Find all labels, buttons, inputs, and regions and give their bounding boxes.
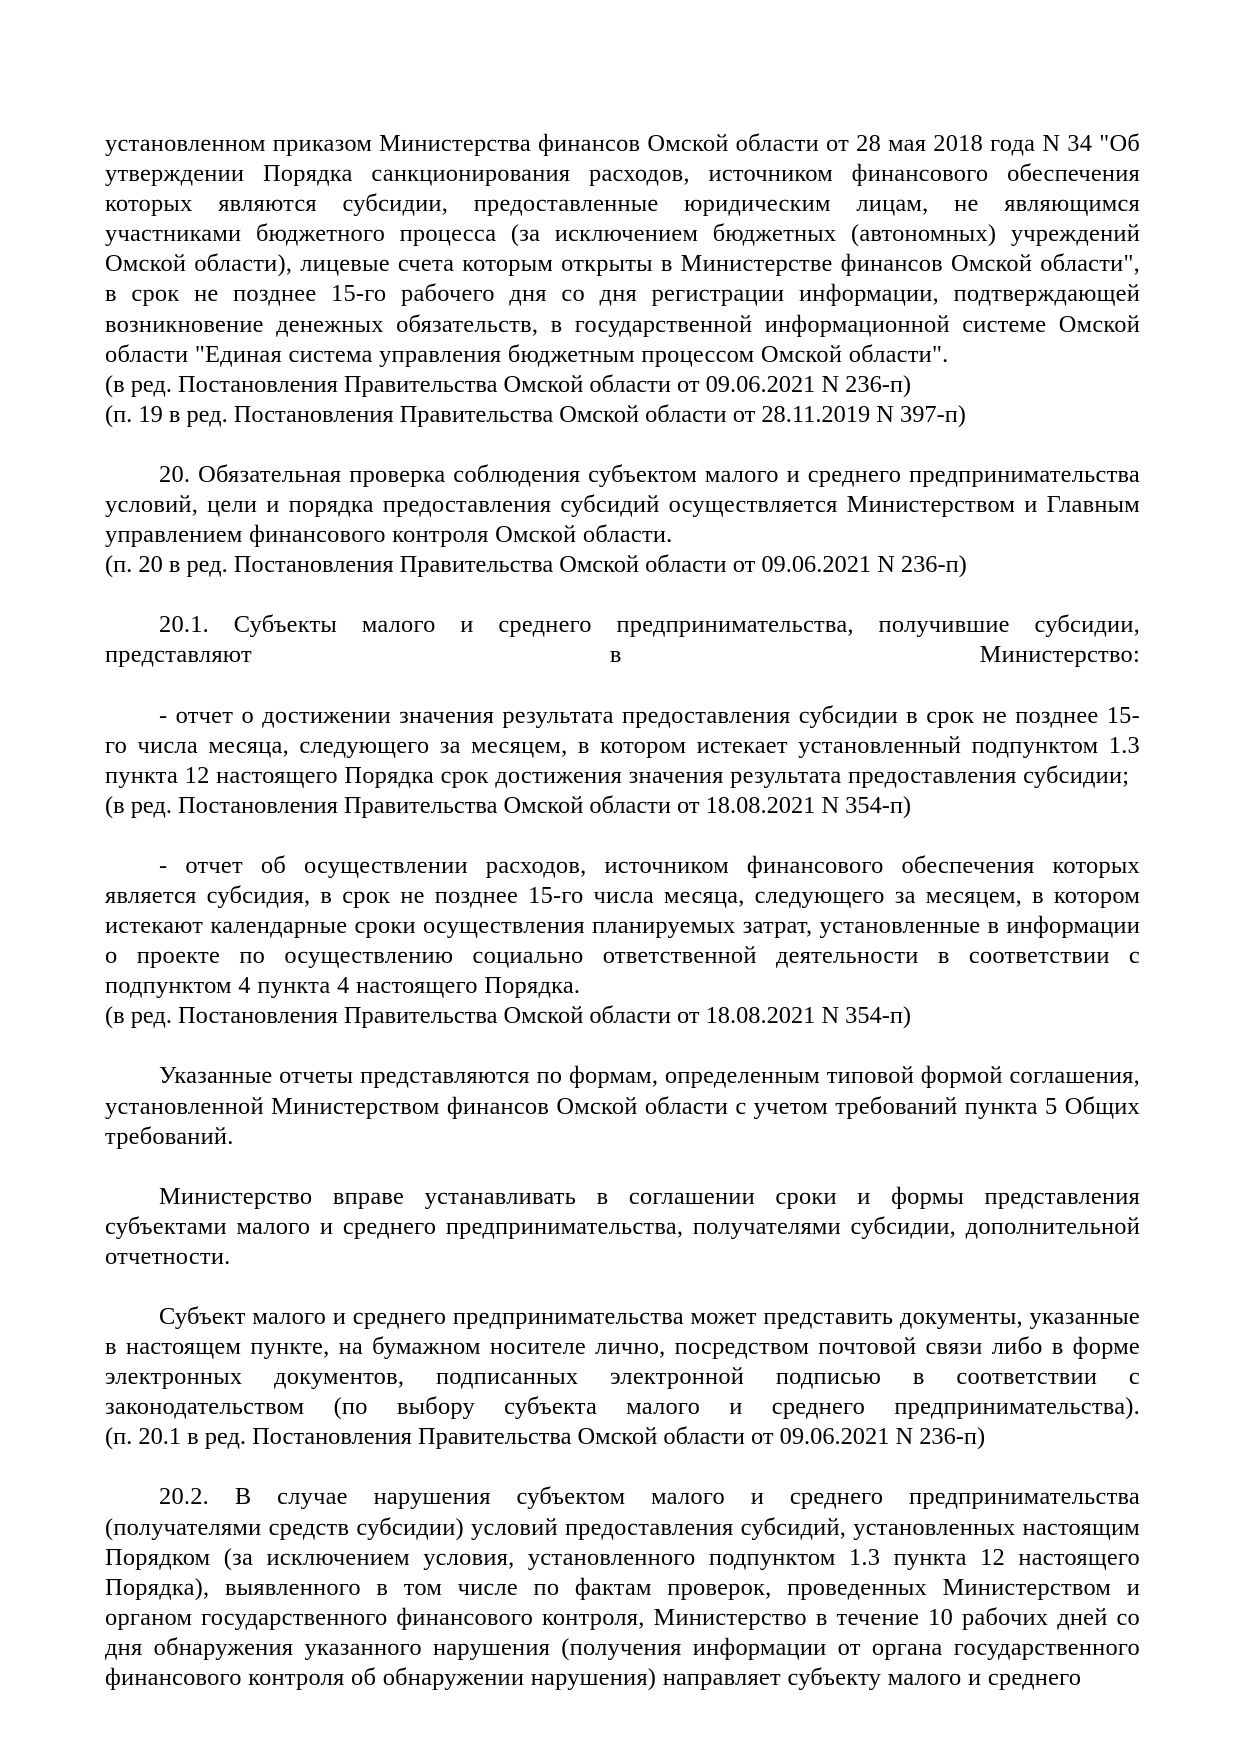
paragraph-spacer	[105, 1452, 1140, 1482]
paragraph-spacer	[105, 430, 1140, 460]
paragraph-spacer	[105, 671, 1140, 701]
paragraph-spacer	[105, 821, 1140, 851]
paragraph-20-2: 20.2. В случае нарушения субъектом малого и среднего предпринимательства (получателями средств субсидии) условий предоставления субсидий, установленных настоящим Порядком (за исключением условия, установленного подпунктом 1.3 пункта 12 настоящего Порядка), выявленного в том числе по фактам проверок, проведенных Министерством и органом государственного финансового контроля, Министерство в течение 10 рабочих дней со дня обнаружения указанного нарушения (получения информации от органа государственного финансового контроля об обнаружении нарушения) направляет субъекту малого и среднего	[105, 1483, 1140, 1692]
amendment-ref-236p-p19: (в ред. Постановления Правительства Омской области от 09.06.2021 N 236-п)	[105, 370, 912, 398]
paragraph-19-continued: установленном приказом Министерства финансов Омской области от 28 мая 2018 года N 34 "Об утверждении Порядка санкционирования расходов, источником финансового обеспечения которых являются субсидии, предоставленные юридическим лицам, не являющимся участниками бюджетного процесса (за исключением бюджетных (автономных) учреждений Омской области), лицевые счета которым открыты в Министерстве финансов Омской области", в срок не позднее 15-го рабочего дня со дня регистрации информации, подтверждающей возникновение денежных обязательств, в государственной информационной системе Омской области "Единая система управления бюджетным процессом Омской области".	[105, 130, 1140, 368]
paragraph-20-1: 20.1. Субъекты малого и среднего предпринимательства, получившие субсидии, представляют в Министерство:	[105, 611, 1140, 669]
document-body	[105, 129, 1140, 1693]
paragraph-20-1-item-2: - отчет об осуществлении расходов, источником финансового обеспечения которых является субсидия, в срок не позднее 15-го числа месяца, следующего за месяцем, в котором истекают календарные сроки осуществления планируемых затрат, установленные в информации о проекте по осуществлению социально ответственной деятельности в соответствии с подпунктом 4 пункта 4 настоящего Порядка.	[105, 851, 1140, 1000]
paragraph-ministry-rights: Министерство вправе устанавливать в соглашении сроки и формы представления субъектами малого и среднего предпринимательства, получателями субсидии, дополнительной отчетности.	[105, 1182, 1140, 1270]
paragraph-spacer	[105, 1152, 1140, 1182]
amendment-ref-236p-p20: (п. 20 в ред. Постановления Правительства Омской области от 09.06.2021 N 236-п)	[105, 551, 967, 579]
paragraph-spacer	[105, 580, 1140, 610]
amendment-ref-236p-p20-1: (п. 20.1 в ред. Постановления Правительства Омской области от 09.06.2021 N 236-п)	[105, 1423, 986, 1451]
paragraph-spacer	[105, 1031, 1140, 1061]
paragraph-spacer	[105, 1272, 1140, 1302]
amendment-ref-354p-item2: (в ред. Постановления Правительства Омской области от 18.08.2021 N 354-п)	[105, 1002, 912, 1030]
amendment-ref-354p-item1: (в ред. Постановления Правительства Омской области от 18.08.2021 N 354-п)	[105, 791, 912, 819]
paragraph-20: 20. Обязательная проверка соблюдения субъектом малого и среднего предпринимательства условий, цели и порядка предоставления субсидий осуществляется Министерством и Главным управлением финансового контроля Омской области.	[105, 460, 1140, 549]
paragraph-20-1-item-1: - отчет о достижении значения результата предоставления субсидии в срок не позднее 15-го числа месяца, следующего за месяцем, в котором истекает установленный подпунктом 1.3 пункта 12 настоящего Порядка срок достижения значения результата предоставления субсидии;	[105, 701, 1140, 789]
paragraph-reports-forms: Указанные отчеты представляются по формам, определенным типовой формой соглашения, установленной Министерством финансов Омской области с учетом требований пункта 5 Общих требований.	[105, 1062, 1140, 1150]
paragraph-subject-submission: Субъект малого и среднего предпринимательства может представить документы, указанные в настоящем пункте, на бумажном носителе лично, посредством почтовой связи либо в форме электронных документов, подписанных электронной подписью в соответствии с законодательством (по выбору субъекта малого и среднего предпринимательства).	[105, 1303, 1140, 1421]
amendment-ref-397p-p19: (п. 19 в ред. Постановления Правительства Омской области от 28.11.2019 N 397-п)	[105, 400, 966, 428]
